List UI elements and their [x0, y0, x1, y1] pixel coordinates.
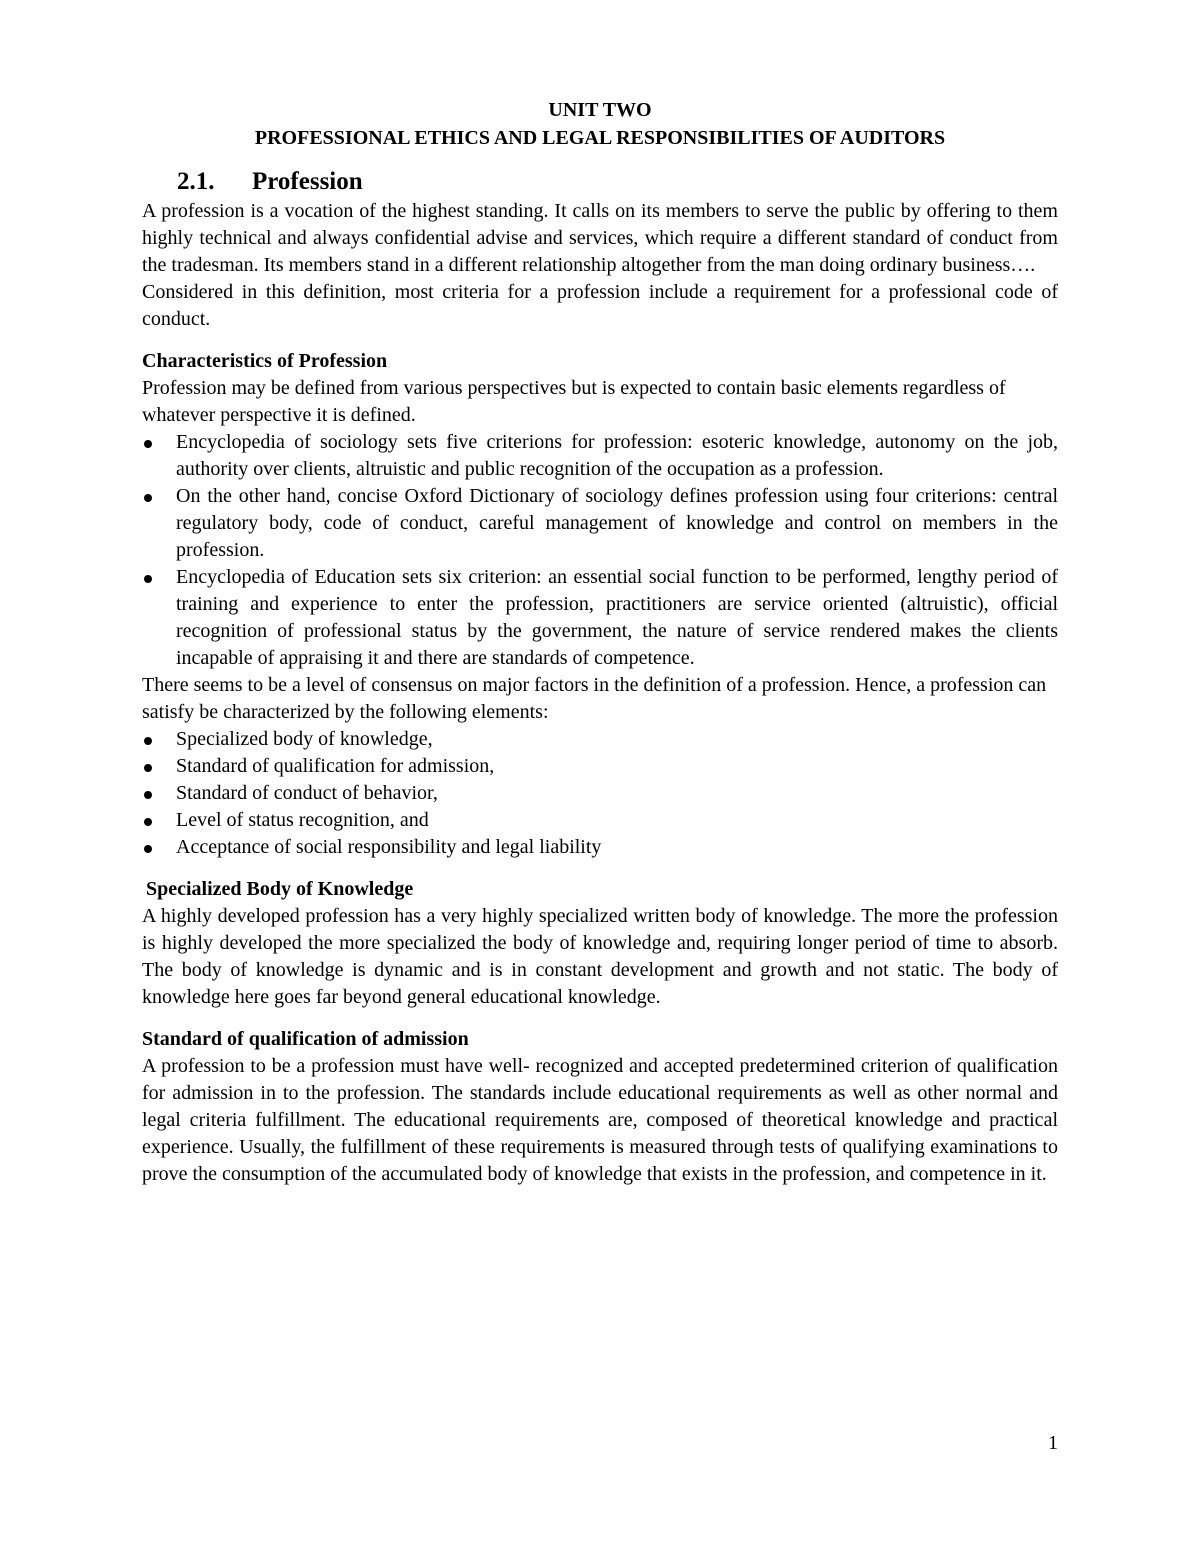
page-number: 1: [1048, 1432, 1058, 1454]
intro-paragraph-1: A profession is a vocation of the highest standing. It calls on its members to serve the public by offering to them highly technical and always confidential advise and services, which require a different standard of conduct from the tradesman. Its members stand in a different relationship altogether from the man doing ordinary business….: [142, 200, 1058, 276]
standard-paragraph: A profession to be a profession must have well- recognized and accepted predetermined criterion of qualification for admission in to the profession. The standards include educational requirements as well as other normal and legal criteria fulfillment. The educational requirements are, composed of theoretical knowledge and practical experience. Usually, the fulfillment of these requirements is measured through tests of qualifying examinations to prove the consumption of the accumulated body of knowledge that exists in the profession, and competence in it.: [142, 1055, 1058, 1185]
document-page: [142, 96, 1058, 1188]
bullet-icon: [144, 440, 152, 448]
bullet-icon: [144, 494, 152, 502]
intro-paragraph-2: Considered in this definition, most criteria for a profession include a requirement for a professional code of conduct.: [142, 281, 1058, 330]
list-item: Acceptance of social responsibility and legal liability: [142, 834, 1058, 861]
characteristics-intro: Profession may be defined from various perspectives but is expected to contain basic elements regardless of whatever perspective it is defined.: [142, 377, 1006, 426]
list-item: Encyclopedia of sociology sets five criterions for profession: esoteric knowledge, autonomy on the job, authority over clients, altruistic and public recognition of the occupation as a profession.: [142, 429, 1058, 483]
list-item: Specialized body of knowledge,: [142, 726, 1058, 753]
list-item: Standard of conduct of behavior,: [142, 780, 1058, 807]
elements-list: [142, 726, 1058, 861]
consensus-paragraph: There seems to be a level of consensus on major factors in the definition of a profession. Hence, a profession can satisfy be characterized by the following elements:: [142, 674, 1047, 723]
criteria-list: [142, 429, 1058, 672]
specialized-heading: Specialized Body of Knowledge: [146, 878, 414, 900]
bullet-icon: [144, 575, 152, 583]
characteristics-heading: Characteristics of Profession: [142, 350, 388, 372]
bullet-icon: [144, 818, 152, 826]
specialized-paragraph: A highly developed profession has a very highly specialized written body of knowledge. The more the profession is highly developed the more specialized the body of knowledge and, requiring longer period of time to absorb. The body of knowledge is dynamic and is in constant development and growth and not static. The body of knowledge here goes far beyond general educational knowledge.: [142, 905, 1058, 1008]
list-item: Level of status recognition, and: [142, 807, 1058, 834]
bullet-icon: [144, 737, 152, 745]
list-item: On the other hand, concise Oxford Dictionary of sociology defines profession using four criterions: central regulatory body, code of conduct, careful management of knowledge and control on members in the profession.: [142, 483, 1058, 564]
list-item: Encyclopedia of Education sets six criterion: an essential social function to be performed, lengthy period of training and experience to enter the profession, practitioners are service oriented (altruistic), official recognition of professional status by the government, the nature of service rendered makes the clients incapable of appraising it and there are standards of competence.: [142, 564, 1058, 672]
standard-heading: Standard of qualification of admission: [142, 1028, 469, 1050]
document-title: PROFESSIONAL ETHICS AND LEGAL RESPONSIBILITIES OF AUDITORS: [254, 127, 946, 149]
section-number: 2.1.: [177, 168, 215, 195]
section-heading: [177, 166, 1058, 198]
section-title: Profession: [252, 168, 363, 195]
unit-label: UNIT TWO: [548, 99, 652, 121]
list-item: Standard of qualification for admission,: [142, 753, 1058, 780]
bullet-icon: [144, 791, 152, 799]
bullet-icon: [144, 764, 152, 772]
bullet-icon: [144, 845, 152, 853]
